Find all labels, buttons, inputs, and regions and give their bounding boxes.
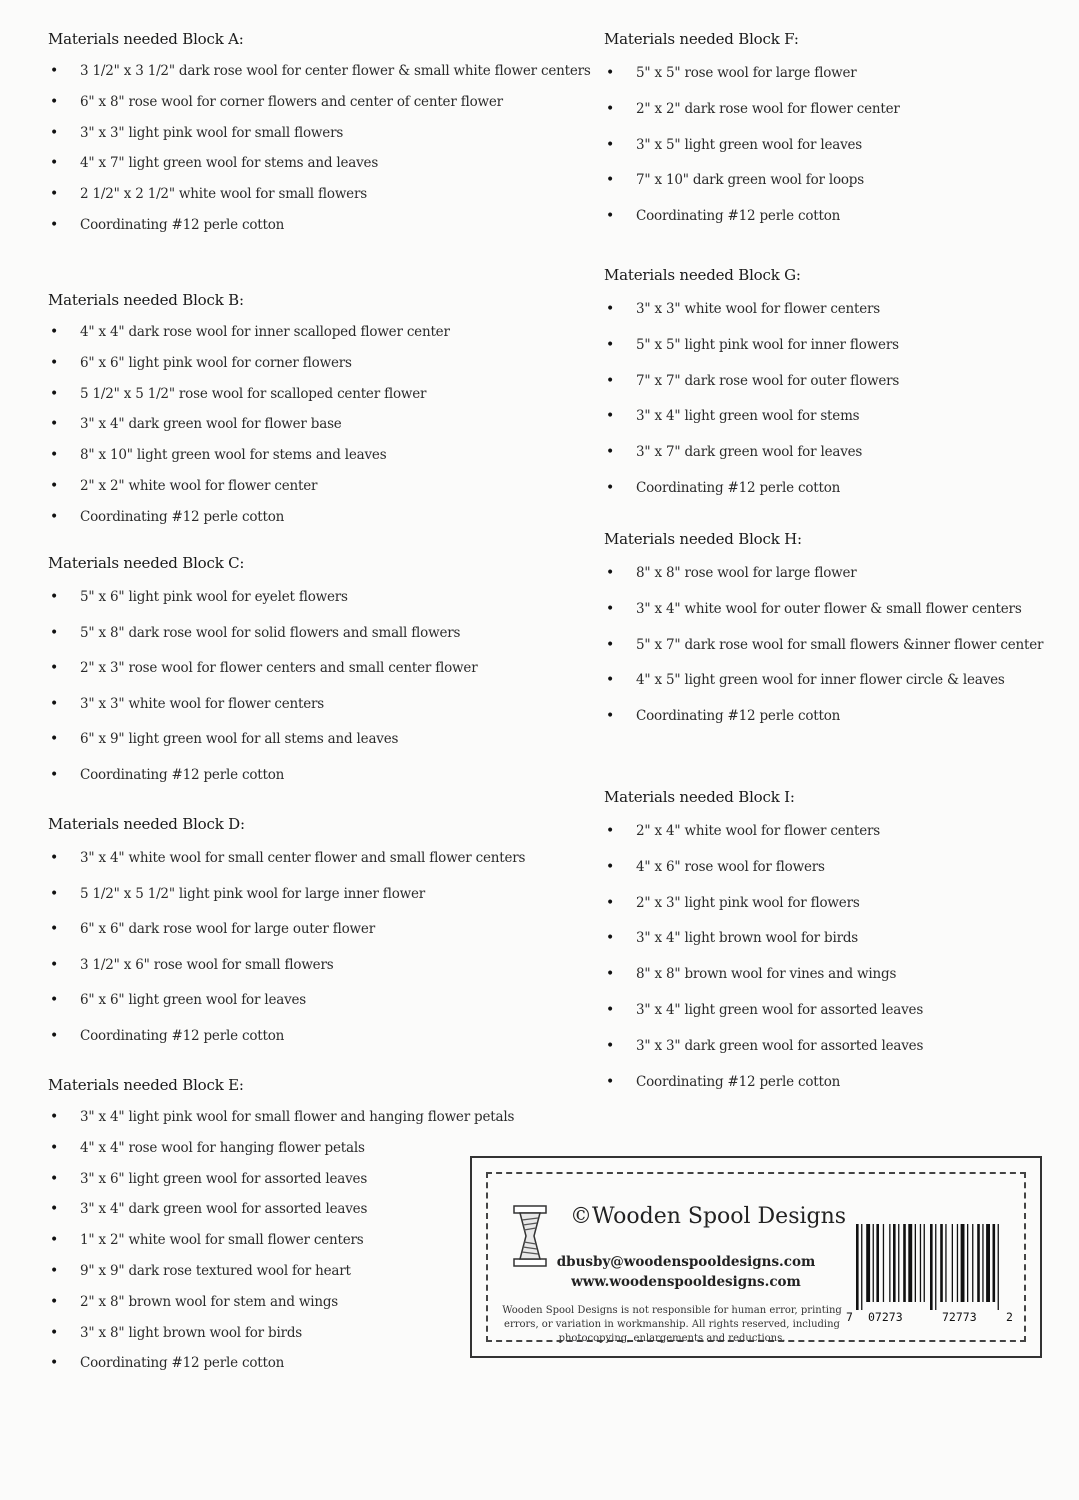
dashed-border xyxy=(486,1172,1026,1342)
barcode-digit: 2 xyxy=(1006,1310,1013,1324)
disclaimer-text: Wooden Spool Designs is not responsible for human error, printing errors, or variation in workmanship. All rights reserved, including photocopying, enlargements and reductions. xyxy=(502,1305,842,1344)
materials-list xyxy=(604,56,1074,235)
list-item: • 5" x 5" light pink wool for inner flowers xyxy=(604,328,1074,364)
list-item: • 3" x 4" white wool for outer flower & small flower centers xyxy=(604,592,1074,628)
list-item: • Coordinating #12 perle cotton xyxy=(604,1065,1074,1101)
list-item: • 2" x 4" white wool for flower centers xyxy=(604,814,1074,850)
materials-list xyxy=(48,56,591,241)
list-item: • 4" x 6" rose wool for flowers xyxy=(604,850,1074,886)
list-item: • 3" x 4" light green wool for stems xyxy=(604,399,1074,435)
list-item: • 3" x 4" dark green wool for assorted leaves xyxy=(48,1194,588,1225)
list-item: • 3" x 3" dark green wool for assorted leaves xyxy=(604,1029,1074,1065)
list-item: • 7" x 7" dark rose wool for outer flowers xyxy=(604,364,1074,400)
list-item: • Coordinating #12 perle cotton xyxy=(48,210,588,241)
block-heading: Materials needed Block C: xyxy=(48,554,245,572)
list-item: • 3" x 7" dark green wool for leaves xyxy=(604,435,1074,471)
materials-block-a xyxy=(48,26,591,287)
materials-block-g xyxy=(604,262,1074,526)
list-item: • 5" x 5" rose wool for large flower xyxy=(604,56,1074,92)
list-item: • 8" x 10" light green wool for stems and leaves xyxy=(48,440,588,471)
list-item: • 5" x 7" dark rose wool for small flowers &inner flower center xyxy=(604,628,1074,664)
barcode-digit: 72773 xyxy=(942,1310,977,1324)
block-heading: Materials needed Block G: xyxy=(604,266,801,284)
list-item: • 2" x 3" rose wool for flower centers and small center flower xyxy=(48,651,588,687)
list-item: • 3" x 3" white wool for flower centers xyxy=(604,292,1074,328)
materials-block-h xyxy=(604,526,1074,784)
list-item: • 3" x 4" dark green wool for flower base xyxy=(48,409,588,440)
list-item: • 3 1/2" x 6" rose wool for small flowers xyxy=(48,948,588,984)
right-column xyxy=(604,26,1074,1100)
list-item: • 5" x 6" light pink wool for eyelet flowers xyxy=(48,580,588,616)
list-item: • 3" x 4" light green wool for assorted leaves xyxy=(604,993,1074,1029)
list-item: • 5 1/2" x 5 1/2" rose wool for scalloped center flower xyxy=(48,379,588,410)
list-item: • 3 1/2" x 3 1/2" dark rose wool for center flower & small white flower centers xyxy=(48,56,588,87)
list-item: • 6" x 6" dark rose wool for large outer flower xyxy=(48,912,588,948)
block-heading: Materials needed Block E: xyxy=(48,1076,244,1094)
list-item: • 3" x 6" light green wool for assorted leaves xyxy=(48,1164,588,1195)
email-link[interactable]: dbusby@woodenspooldesigns.com xyxy=(556,1254,816,1270)
list-item: • 8" x 8" rose wool for large flower xyxy=(604,556,1074,592)
list-item: • 2" x 2" white wool for flower center xyxy=(48,471,588,502)
list-item: • 4" x 5" light green wool for inner flower circle & leaves xyxy=(604,663,1074,699)
list-item: • 3" x 3" white wool for flower centers xyxy=(48,687,588,723)
block-heading: Materials needed Block H: xyxy=(604,530,802,548)
list-item: • Coordinating #12 perle cotton xyxy=(48,1019,588,1055)
barcode-bars xyxy=(846,1224,1018,1310)
block-heading: Materials needed Block A: xyxy=(48,30,244,48)
list-item: • 6" x 8" rose wool for corner flowers and center of center flower xyxy=(48,87,588,118)
list-item: • 4" x 4" dark rose wool for inner scalloped flower center xyxy=(48,317,588,348)
website-link[interactable]: www.woodenspooldesigns.com xyxy=(571,1274,801,1290)
list-item: • 5 1/2" x 5 1/2" light pink wool for large inner flower xyxy=(48,877,588,913)
list-item: • 3" x 4" white wool for small center flower and small flower centers xyxy=(48,841,588,877)
block-heading: Materials needed Block I: xyxy=(604,788,795,806)
materials-block-f xyxy=(604,26,1074,262)
block-heading: Materials needed Block D: xyxy=(48,815,245,833)
list-item: • Coordinating #12 perle cotton xyxy=(604,471,1074,507)
materials-block-c xyxy=(48,550,588,811)
barcode-digits xyxy=(846,1310,1018,1326)
list-item: • 3" x 5" light green wool for leaves xyxy=(604,128,1074,164)
list-item: • 2" x 3" light pink wool for flowers xyxy=(604,886,1074,922)
list-item: • 9" x 9" dark rose textured wool for heart xyxy=(48,1256,588,1287)
list-item: • 7" x 10" dark green wool for loops xyxy=(604,163,1074,199)
list-item: • 1" x 2" white wool for small flower centers xyxy=(48,1225,588,1256)
list-item: • 2" x 2" dark rose wool for flower center xyxy=(604,92,1074,128)
list-item: • 3" x 3" light pink wool for small flowers xyxy=(48,118,588,149)
list-item: • 2 1/2" x 2 1/2" white wool for small flowers xyxy=(48,179,588,210)
list-item: • Coordinating #12 perle cotton xyxy=(604,699,1074,735)
materials-list xyxy=(604,556,1074,735)
list-item: • Coordinating #12 perle cotton xyxy=(48,758,588,794)
block-heading: Materials needed Block B: xyxy=(48,291,244,309)
list-item: • 4" x 7" light green wool for stems and leaves xyxy=(48,148,588,179)
list-item: • 6" x 6" light green wool for leaves xyxy=(48,983,588,1019)
materials-list xyxy=(604,814,1074,1100)
materials-block-b xyxy=(48,287,588,550)
list-item: • 5" x 8" dark rose wool for solid flowers and small flowers xyxy=(48,616,588,652)
list-item: • 3" x 4" light brown wool for birds xyxy=(604,921,1074,957)
list-item: • 4" x 4" rose wool for hanging flower petals xyxy=(48,1133,588,1164)
materials-list xyxy=(48,317,588,533)
list-item: • 2" x 8" brown wool for stem and wings xyxy=(48,1287,588,1318)
materials-list xyxy=(604,292,1074,507)
list-item: • 3" x 4" light pink wool for small flower and hanging flower petals xyxy=(48,1102,588,1133)
barcode-icon xyxy=(846,1224,1018,1326)
materials-list xyxy=(48,580,588,793)
materials-block-d xyxy=(48,811,588,1072)
list-item: • 8" x 8" brown wool for vines and wings xyxy=(604,957,1074,993)
designer-info-box xyxy=(470,1156,1042,1358)
list-item: • 6" x 9" light green wool for all stems and leaves xyxy=(48,722,588,758)
brand-name: ©Wooden Spool Designs xyxy=(570,1204,847,1229)
materials-list xyxy=(48,841,588,1054)
list-item: • Coordinating #12 perle cotton xyxy=(604,199,1074,235)
list-item: • Coordinating #12 perle cotton xyxy=(48,1348,588,1379)
barcode-digit: 7 xyxy=(846,1310,853,1324)
list-item: • 3" x 8" light brown wool for birds xyxy=(48,1318,588,1349)
materials-block-i xyxy=(604,784,1074,1100)
barcode-digit: 07273 xyxy=(868,1310,903,1324)
list-item: • 6" x 6" light pink wool for corner flowers xyxy=(48,348,588,379)
list-item: • Coordinating #12 perle cotton xyxy=(48,502,588,533)
block-heading: Materials needed Block F: xyxy=(604,30,799,48)
